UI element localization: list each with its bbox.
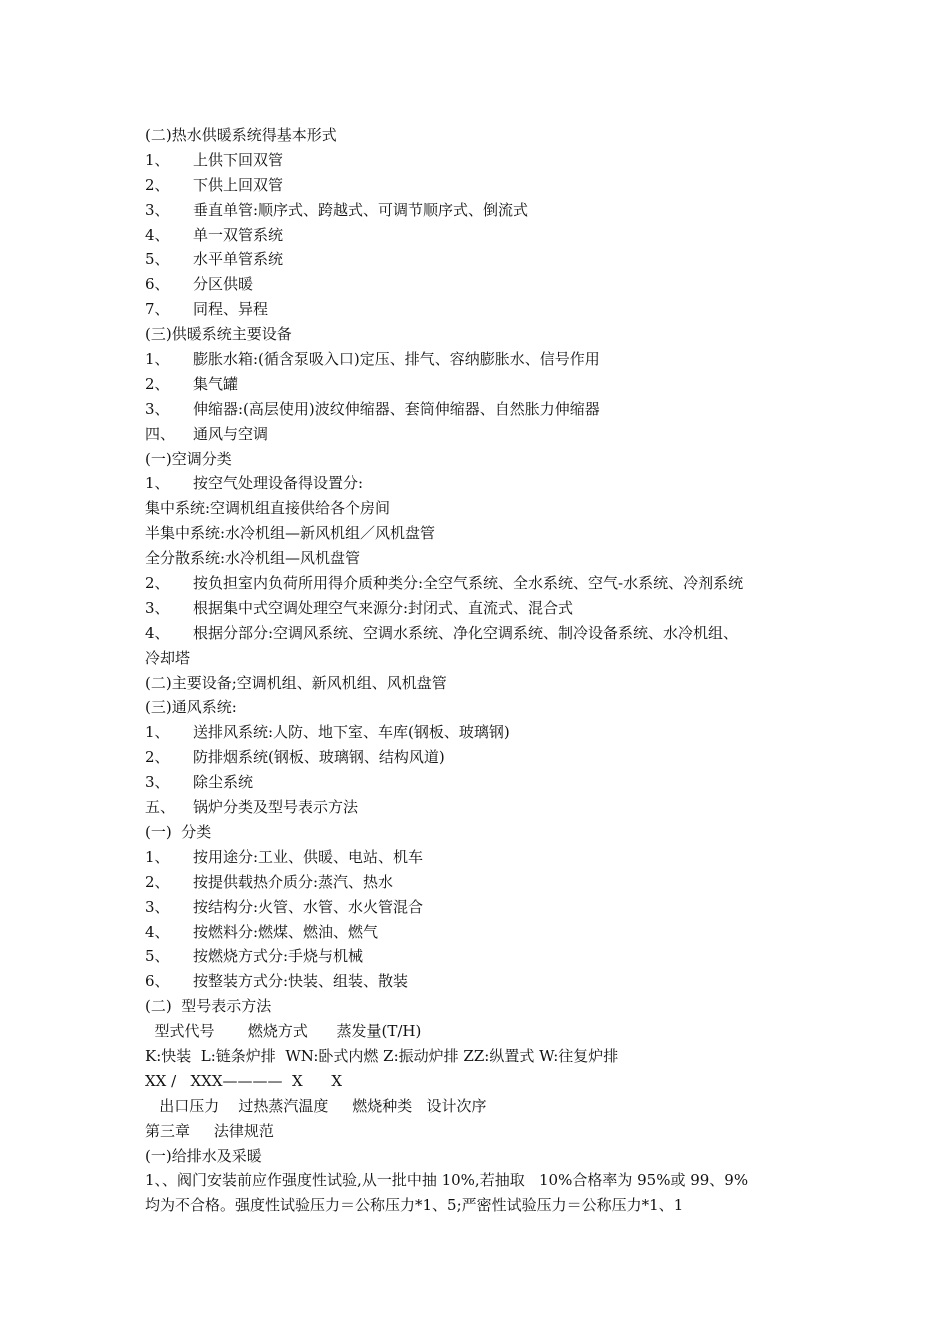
line-text: (二)主要设备;空调机组、新风机组、风机盘管 [145, 673, 447, 692]
line-text: (一) 分类 [145, 822, 212, 841]
list-number: 6、 [145, 972, 170, 991]
line-text: 水平单管系统 [193, 250, 284, 269]
list-number: 4、 [145, 225, 170, 244]
line-text: 按结构分:火管、水管、水火管混合 [193, 897, 424, 916]
line-text: XX / XXX———— X X [145, 1071, 343, 1090]
line-text: 伸缩器:(高层使用)波纹伸缩器、套筒伸缩器、自然胀力伸缩器 [193, 399, 600, 418]
text-line [145, 198, 815, 223]
line-text: (一)空调分类 [145, 449, 232, 468]
line-text: 按空气处理设备得设置分: [193, 474, 364, 493]
text-line [145, 1119, 815, 1144]
line-text: 按燃料分:燃煤、燃油、燃气 [193, 922, 379, 941]
text-line [145, 521, 815, 546]
list-number: 3、 [145, 399, 170, 418]
text-line [145, 720, 815, 745]
text-line [145, 123, 815, 148]
line-text: 型式代号 燃烧方式 蒸发量(T/H) [145, 1022, 422, 1041]
list-number: 3、 [145, 598, 170, 617]
line-text: 按提供载热介质分:蒸汽、热水 [193, 872, 394, 891]
text-line [145, 173, 815, 198]
list-number: 2、 [145, 574, 170, 593]
text-line [145, 272, 815, 297]
text-line [145, 496, 815, 521]
line-text: 根据分部分:空调风系统、空调水系统、净化空调系统、制冷设备系统、水冷机组、 [193, 623, 739, 642]
text-line [145, 247, 815, 272]
line-text: 下供上回双管 [193, 175, 284, 194]
line-text: 上供下回双管 [193, 150, 284, 169]
list-number: 4、 [145, 623, 170, 642]
text-line [145, 322, 815, 347]
text-line [145, 447, 815, 472]
text-line [145, 223, 815, 248]
list-number: 6、 [145, 275, 170, 294]
text-line [145, 621, 815, 646]
line-text: 单一双管系统 [193, 225, 284, 244]
text-line [145, 895, 815, 920]
list-number: 3、 [145, 897, 170, 916]
text-line [145, 596, 815, 621]
line-text: 按用途分:工业、供暖、电站、机车 [193, 847, 424, 866]
line-text: (一)给排水及采暖 [145, 1146, 262, 1165]
list-number: 1、 [145, 723, 170, 742]
text-line [145, 1168, 815, 1193]
list-number: 7、 [145, 300, 170, 319]
line-text: 防排烟系统(钢板、玻璃钢、结构风道) [193, 748, 445, 767]
text-line [145, 795, 815, 820]
text-line [145, 422, 815, 447]
text-line [145, 646, 815, 671]
line-text: 1、、阀门安装前应作强度性试验,从一批中抽 10%,若抽取 10%合格率为 95%或 99、9% [145, 1171, 749, 1190]
list-number: 2、 [145, 872, 170, 891]
line-text: 送排风系统:人防、地下室、车库(钢板、玻璃钢) [193, 723, 510, 742]
text-line [145, 347, 815, 372]
line-text: (二)热水供暖系统得基本形式 [145, 126, 337, 144]
line-text: 垂直单管:顺序式、跨越式、可调节顺序式、倒流式 [193, 200, 529, 219]
list-number: 四、 [145, 424, 176, 443]
list-number: 4、 [145, 922, 170, 941]
text-line [145, 471, 815, 496]
line-text: 第三章 法律规范 [145, 1121, 274, 1140]
line-text: (三)通风系统: [145, 698, 237, 717]
text-line [145, 1069, 815, 1094]
text-line [145, 546, 815, 571]
line-text: K:快装 L:链条炉排 WN:卧式内燃 Z:振动炉排 ZZ:纵置式 W:往复炉排 [145, 1046, 619, 1065]
line-text: 按负担室内负荷所用得介质种类分:全空气系统、全水系统、空气-水系统、冷剂系统 [193, 574, 744, 593]
text-line [145, 944, 815, 969]
document-body [145, 123, 815, 1218]
list-number: 五、 [145, 798, 176, 817]
text-line [145, 297, 815, 322]
line-text: 分区供暖 [193, 275, 254, 294]
text-line [145, 745, 815, 770]
text-line [145, 397, 815, 422]
line-text: 同程、异程 [193, 300, 269, 319]
text-line [145, 845, 815, 870]
text-line [145, 820, 815, 845]
text-line [145, 1019, 815, 1044]
line-text: 全分散系统:水冷机组—风机盘管 [145, 549, 361, 568]
list-number: 3、 [145, 200, 170, 219]
line-text: 半集中系统:水冷机组—新风机组／风机盘管 [145, 524, 436, 543]
text-line [145, 1094, 815, 1119]
text-line [145, 695, 815, 720]
list-number: 5、 [145, 250, 170, 269]
line-text: 根据集中式空调处理空气来源分:封闭式、直流式、混合式 [193, 598, 574, 617]
line-text: 通风与空调 [193, 424, 269, 443]
line-text: 冷却塔 [145, 648, 191, 667]
line-text: 除尘系统 [193, 773, 254, 792]
list-number: 1、 [145, 350, 170, 369]
text-line [145, 372, 815, 397]
text-line [145, 1044, 815, 1069]
line-text: 锅炉分类及型号表示方法 [193, 798, 359, 817]
text-line [145, 770, 815, 795]
line-text: (二) 型号表示方法 [145, 997, 272, 1016]
line-text: 出口压力 过热蒸汽温度 燃烧种类 设计次序 [145, 1096, 487, 1115]
list-number: 1、 [145, 474, 170, 493]
text-line [145, 994, 815, 1019]
line-text: 按燃烧方式分:手烧与机械 [193, 947, 364, 966]
line-text: (三)供暖系统主要设备 [145, 325, 292, 344]
list-number: 3、 [145, 773, 170, 792]
list-number: 2、 [145, 374, 170, 393]
list-number: 1、 [145, 150, 170, 169]
text-line [145, 671, 815, 696]
text-line [145, 148, 815, 173]
list-number: 5、 [145, 947, 170, 966]
text-line [145, 969, 815, 994]
text-line [145, 1144, 815, 1169]
line-text: 集气罐 [193, 374, 239, 393]
list-number: 1、 [145, 847, 170, 866]
text-line [145, 870, 815, 895]
line-text: 集中系统:空调机组直接供给各个房间 [145, 499, 391, 518]
text-line [145, 571, 815, 596]
list-number: 2、 [145, 175, 170, 194]
line-text: 均为不合格。强度性试验压力＝公称压力*1、5;严密性试验压力＝公称压力*1、1 [145, 1196, 684, 1215]
line-text: 按整装方式分:快装、组装、散装 [193, 972, 409, 991]
line-text: 膨胀水箱:(循含泵吸入口)定压、排气、容纳膨胀水、信号作用 [193, 350, 600, 369]
list-number: 2、 [145, 748, 170, 767]
text-line [145, 1193, 815, 1218]
text-line [145, 920, 815, 945]
